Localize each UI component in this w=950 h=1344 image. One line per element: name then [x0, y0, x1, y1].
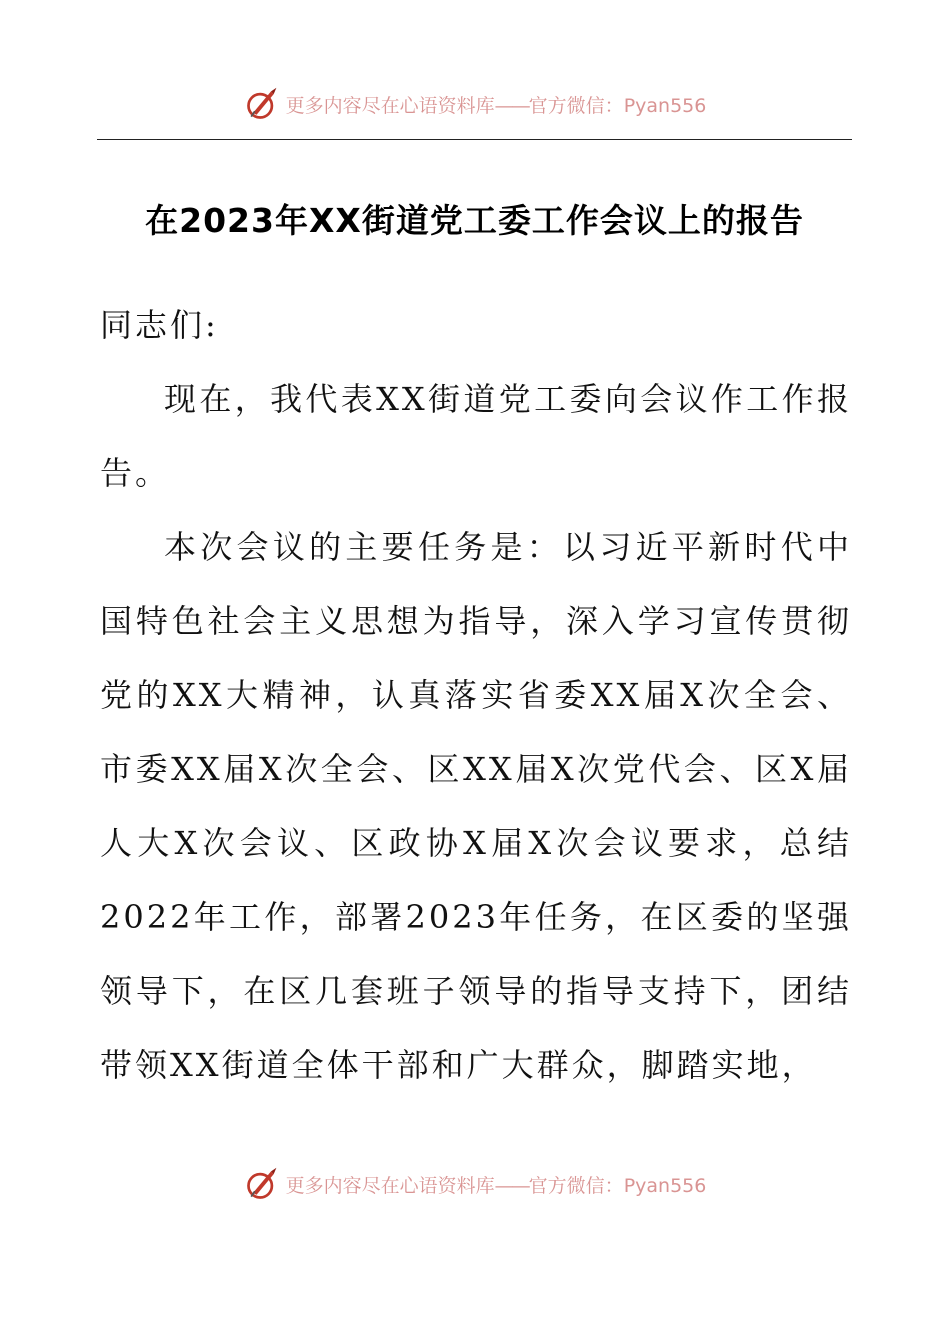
banner-main-text: 更多内容尽在心语资料库 [285, 1174, 495, 1197]
header-banner [0, 84, 950, 124]
quill-pen-logo-icon [244, 1166, 280, 1202]
paragraph-2: 本次会议的主要任务是：以习近平新时代中国特色社会主义思想为指导，深入学习宣传贯彻党的XX大精神，认真落实省委XX届X次全会、市委XX届X次全会、区XX届X次党代会、区X届人大X次会议、区政协X届X次会议要求，总结2022年工作，部署2023年任务，在区委的坚强领导下，在区几套班子领导的指导支持下，团结带领XX街道全体干部和广大群众，脚踏实地， [100, 528, 852, 1084]
banner-dash: —— [494, 94, 529, 117]
document-title: 在2023年XX街道党工委工作会议上的报告 [145, 201, 804, 240]
banner-wechat-id: Pyan556 [623, 1174, 707, 1197]
banner-label: 官方微信： [528, 1174, 624, 1197]
header-rule [97, 139, 852, 140]
banner-dash: —— [494, 1174, 529, 1197]
footer-banner [0, 1164, 950, 1204]
paragraph-1: 现在，我代表XX街道党工委向会议作工作报告。 [100, 380, 852, 492]
salutation: 同志们: [100, 306, 219, 344]
banner-label: 官方微信： [528, 94, 624, 117]
banner-text [286, 91, 707, 118]
quill-pen-logo-icon [244, 86, 280, 122]
banner-main-text: 更多内容尽在心语资料库 [285, 94, 495, 117]
document-body [100, 288, 852, 1102]
banner-text [286, 1171, 707, 1198]
banner-wechat-id: Pyan556 [623, 94, 707, 117]
